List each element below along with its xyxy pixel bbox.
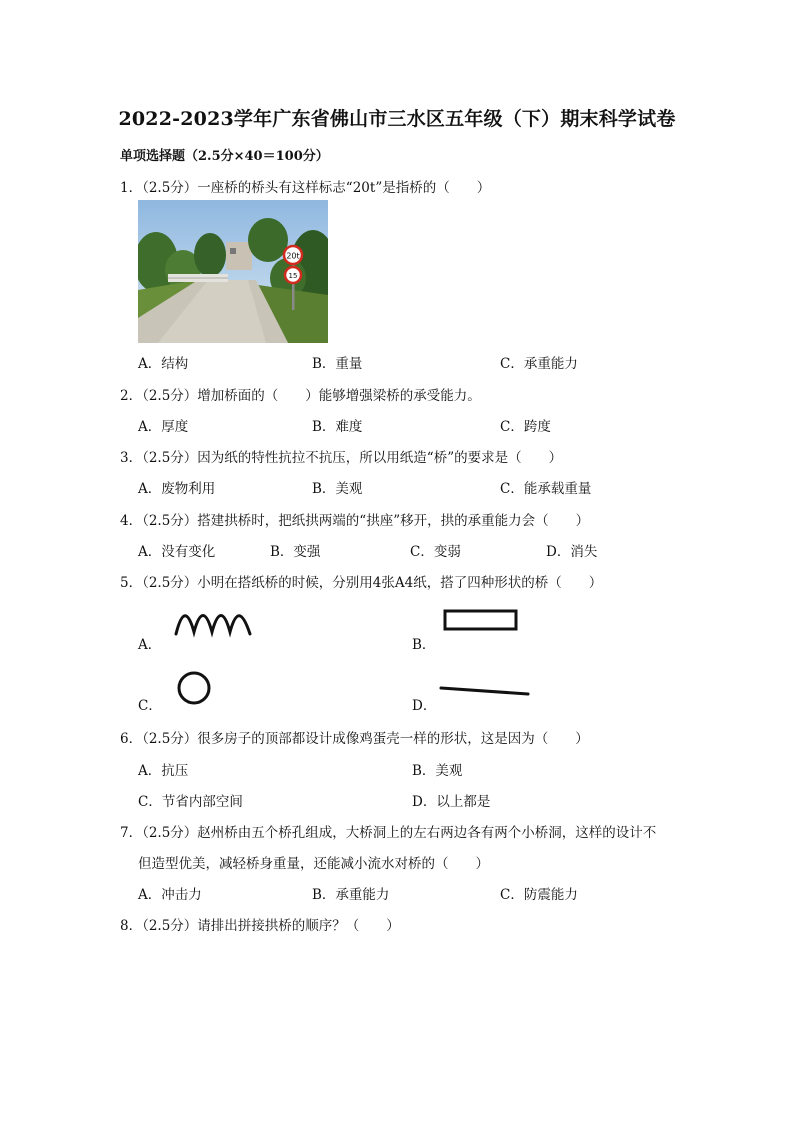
question-4-stem: 4．（2.5分）搭建拱桥时，把纸拱两端的“拱座”移开，拱的承重能力会（ ）: [120, 513, 590, 529]
question-2-stem: 2．（2.5分）增加桥面的（ ）能够增强梁桥的承受能力。: [120, 388, 481, 404]
q2-option-c[interactable]: C．跨度: [500, 419, 551, 435]
q6-option-b[interactable]: B．美观: [412, 763, 463, 779]
q5-option-c[interactable]: C．: [138, 698, 162, 714]
q4-option-b[interactable]: B．变强: [270, 544, 321, 560]
zigzag-bridge-shape: [170, 604, 260, 644]
question-8-stem: 8．（2.5分）请排出拼接拱桥的顺序？（ ）: [120, 918, 400, 934]
q4-option-c[interactable]: C．变弱: [410, 544, 461, 560]
q7-option-b[interactable]: B．承重能力: [312, 887, 390, 903]
q7-option-c[interactable]: C．防震能力: [500, 887, 578, 903]
q5-option-b[interactable]: B．: [412, 637, 436, 653]
rectangle-bridge-shape: [440, 605, 522, 635]
question-6-stem: 6．（2.5分）很多房子的顶部都设计成像鸡蛋壳一样的形状，这是因为（ ）: [120, 731, 589, 747]
q2-option-a[interactable]: A．厚度: [138, 419, 189, 435]
question-7-stem-line1: 7．（2.5分）赵州桥由五个桥孔组成，大桥洞上的左右两边各有两个小桥洞，这样的设计不: [120, 825, 657, 841]
q6-option-c[interactable]: C．节省内部空间: [138, 794, 243, 810]
q1-option-a[interactable]: A．结构: [138, 356, 189, 372]
flat-line-bridge-shape: [436, 678, 532, 702]
q3-option-a[interactable]: A．废物利用: [138, 481, 216, 497]
sign-bottom-text: 15: [288, 272, 298, 280]
question-3-stem: 3．（2.5分）因为纸的特性抗拉不抗压，所以用纸造“桥”的要求是（ ）: [120, 450, 563, 466]
q5-option-d[interactable]: D．: [412, 698, 437, 714]
q4-option-d[interactable]: D．消失: [546, 544, 598, 560]
q1-option-b[interactable]: B．重量: [312, 356, 363, 372]
q6-option-d[interactable]: D．以上都是: [412, 794, 491, 810]
q7-option-a[interactable]: A．冲击力: [138, 887, 202, 903]
question-7-stem-line2: 但造型优美，减轻桥身重量，还能减小流水对桥的（ ）: [138, 856, 489, 872]
bridge-weight-sign-photo: [138, 200, 328, 343]
q3-option-c[interactable]: C．能承载重量: [500, 481, 592, 497]
q5-option-a[interactable]: A．: [138, 637, 162, 653]
q4-option-a[interactable]: A．没有变化: [138, 544, 216, 560]
circle-bridge-shape: [172, 668, 216, 708]
sign-top-text: 20t: [286, 251, 300, 261]
question-5-stem: 5．（2.5分）小明在搭纸桥的时候，分别用4张A4纸，搭了四种形状的桥（ ）: [120, 575, 603, 591]
question-1-stem: 1．（2.5分）一座桥的桥头有这样标志“20t”是指桥的（ ）: [120, 180, 491, 196]
q2-option-b[interactable]: B．难度: [312, 419, 363, 435]
page-title: 2022-2023学年广东省佛山市三水区五年级（下）期末科学试卷: [118, 108, 676, 130]
q1-option-c[interactable]: C．承重能力: [500, 356, 578, 372]
q3-option-b[interactable]: B．美观: [312, 481, 363, 497]
q6-option-a[interactable]: A．抗压: [138, 763, 189, 779]
section-heading: 单项选择题（2.5分×40＝100分）: [120, 149, 329, 164]
